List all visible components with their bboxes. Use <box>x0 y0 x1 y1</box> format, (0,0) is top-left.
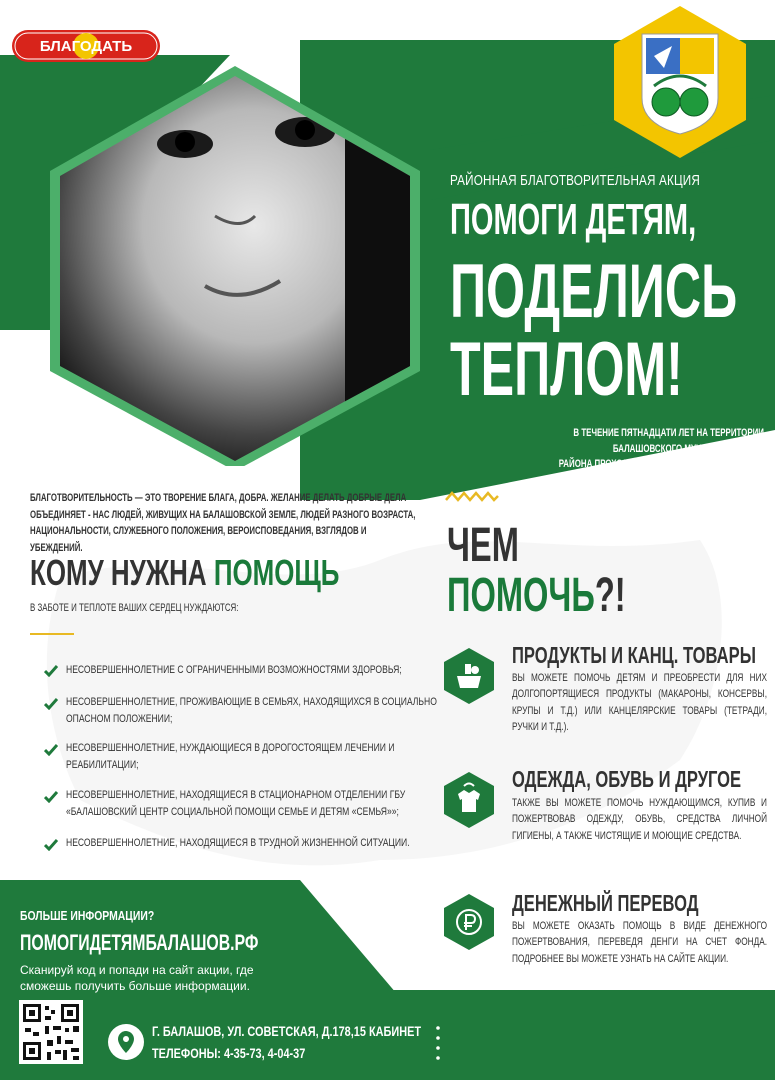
help-item-title: ДЕНЕЖНЫЙ ПЕРЕВОД <box>512 890 699 916</box>
campaign-title-line2: ПОДЕЛИСЬ <box>450 249 738 334</box>
logo-text: БЛАГОДАТЬ <box>39 38 133 55</box>
blagodat-logo <box>12 28 160 64</box>
location-badge <box>108 1024 144 1060</box>
clothes-icon <box>444 772 494 828</box>
phones-text: ТЕЛЕФОНЫ: 4-35-73, 4-04-37 <box>152 1045 306 1061</box>
how-heading-part2: ?! <box>594 569 626 622</box>
checkmark-icon <box>44 791 58 803</box>
how-to-help-heading-line1: ЧЕМ <box>447 519 519 572</box>
description-line: «ПОМОГИ ДЕТЯМ, ПОДЕЛИСЬ ТЕПЛОМ!» <box>601 473 764 486</box>
dots-decoration <box>435 1025 441 1065</box>
more-info-label: БОЛЬШЕ ИНФОРМАЦИИ? <box>20 908 155 923</box>
description-line: В ПЕРИОД С 15 ДЕКАБРЯ ПО 15 ФЕВРАЛЯ. <box>594 489 764 502</box>
list-item: НЕСОВЕРШЕННОЛЕТНИЕ, НАХОДЯЩИЕСЯ В ТРУДНОЙ ЖИЗНЕННОЙ СИТУАЦИИ. <box>66 837 410 849</box>
how-to-help-heading-line2 <box>447 569 626 622</box>
campaign-subtitle: РАЙОННАЯ БЛАГОТВОРИТЕЛЬНАЯ АКЦИЯ <box>450 172 700 189</box>
charity-definition-text: БЛАГОТВОРИТЕЛЬНОСТЬ — ЭТО ТВОРЕНИЕ БЛАГА, ДОБРА. ЖЕЛАНИЕ ДЕЛАТЬ ДОБРЫЕ ДЕЛА ОБЪЕДИНЯЕТ - НАС ЛЮДЕЙ, ЖИВУЩИХ НА БАЛАШОВСКОЙ ЗЕМЛЕ, ЛЮДЕЙ РАЗНОГО ВОЗРАСТА, НАЦИОНАЛЬНОСТИ, СЛУЖЕБНОГО ПОЛОЖЕНИЯ, ВЕРОИСПОВЕДАНИЯ, ВЗГЛЯДОВ И УБЕЖДЕНИЙ. <box>30 492 416 554</box>
location-pin-icon <box>118 1031 134 1053</box>
list-item: НЕСОВЕРШЕННОЛЕТНИЕ, НУЖДАЮЩИЕСЯ В ДОРОГОСТОЯЩЕМ ЛЕЧЕНИИ И РЕАБИЛИТАЦИИ; <box>66 742 395 771</box>
help-item-title: ОДЕЖДА, ОБУВЬ И ДРУГОЕ <box>512 766 742 792</box>
divider-line <box>30 633 74 635</box>
description-line: В ТЕЧЕНИЕ ПЯТНАДЦАТИ ЛЕТ НА ТЕРРИТОРИИ <box>573 427 764 439</box>
campaign-title-line3: ТЕПЛОМ! <box>450 327 683 412</box>
website-link[interactable]: ПОМОГИДЕТЯМБАЛАШОВ.РФ <box>20 930 259 955</box>
campaign-title-line1: ПОМОГИ ДЕТЯМ, <box>450 195 697 244</box>
qr-code[interactable] <box>19 1000 83 1064</box>
checkmark-icon <box>44 665 58 677</box>
help-item-title: ПРОДУКТЫ И КАНЦ. ТОВАРЫ <box>512 642 756 668</box>
zigzag-decoration <box>445 490 499 502</box>
basket-icon <box>444 648 494 704</box>
scan-instruction: Сканируй код и попади на сайт акции, где сможешь получить больше информации. <box>20 963 254 993</box>
campaign-description <box>548 426 764 504</box>
description-line: БАЛАШОВСКОГО МУНИЦИПАЛЬНОГО <box>612 442 764 455</box>
checkmark-icon <box>44 839 58 851</box>
child-portrait-image <box>45 66 425 466</box>
address-text: Г. БАЛАШОВ, УЛ. СОВЕТСКАЯ, Д.178,15 КАБИНЕТ <box>152 1023 422 1039</box>
list-item: НЕСОВЕРШЕННОЛЕТНИЕ, ПРОЖИВАЮЩИЕ В СЕМЬЯХ, НАХОДЯЩИХСЯ В СОЦИАЛЬНО ОПАСНОМ ПОЛОЖЕНИИ; <box>66 696 437 725</box>
help-item-text: ВЫ МОЖЕТЕ ОКАЗАТЬ ПОМОЩЬ В ВИДЕ ДЕНЕЖНОГО ПОЖЕРТВОВАНИЯ, ПЕРЕВЕДЯ ДЕНГИ НА СЧЕТ ФОНДА. ПОДРОБНЕЕ ВЫ МОЖЕТЕ УЗНАТЬ НА САЙТЕ АКЦИИ. <box>512 920 767 965</box>
how-heading-part1: ПОМОЧЬ <box>447 569 595 622</box>
who-heading-part1: КОМУ НУЖНА <box>30 552 214 593</box>
description-line: РАЙОНА ПРОХОДИТ БЛАГОТВОРИТЕЛЬНАЯ АКЦИЯ <box>558 458 764 471</box>
ruble-icon <box>444 894 494 950</box>
checkmark-icon <box>44 744 58 756</box>
who-needs-help-heading <box>30 552 340 593</box>
who-heading-part2: ПОМОЩЬ <box>213 552 340 593</box>
coat-of-arms-emblem <box>614 6 746 158</box>
checkmark-icon <box>44 698 58 710</box>
who-needs-help-subtitle: В ЗАБОТЕ И ТЕПЛОТЕ ВАШИХ СЕРДЕЦ НУЖДАЮТСЯ: <box>30 602 239 614</box>
list-item: НЕСОВЕРШЕННОЛЕТНИЕ, НАХОДЯЩИЕСЯ В СТАЦИОНАРНОМ ОТДЕЛЕНИИ ГБУ «БАЛАШОВСКИЙ ЦЕНТР СОЦИАЛЬНОЙ ПОМОЩИ СЕМЬЕ И ДЕТЯМ «СЕМЬЯ»»; <box>66 789 406 818</box>
help-item-text: ВЫ МОЖЕТЕ ПОМОЧЬ ДЕТЯМ И ПРЕОБРЕСТИ ДЛЯ НИХ ДОЛГОПОРТЯЩИЕСЯ ПРОДУКТЫ (МАКАРОНЫ, КОНСЕРВЫ, КРУПЫ И Т.Д.) ИЛИ КАНЦЕЛЯРСКИЕ ТОВАРЫ (ТЕТРАДИ, РУЧКИ И Т.Д.). <box>512 672 767 734</box>
help-item-text: ТАКЖЕ ВЫ МОЖЕТЕ ПОМОЧЬ НУЖДАЮЩИМСЯ, КУПИВ И ПОЖЕРТВОВАВ ОДЕЖДУ, ОБУВЬ, СРЕДСТВА ЛИЧНОЙ ГИГИЕНЫ, А ТАКЖЕ ЧИСТЯЩИЕ И МОЮЩИЕ СРЕДСТВА. <box>512 797 767 842</box>
list-item: НЕСОВЕРШЕННОЛЕТНИЕ С ОГРАНИЧЕННЫМИ ВОЗМОЖНОСТЯМИ ЗДОРОВЬЯ; <box>66 664 402 676</box>
